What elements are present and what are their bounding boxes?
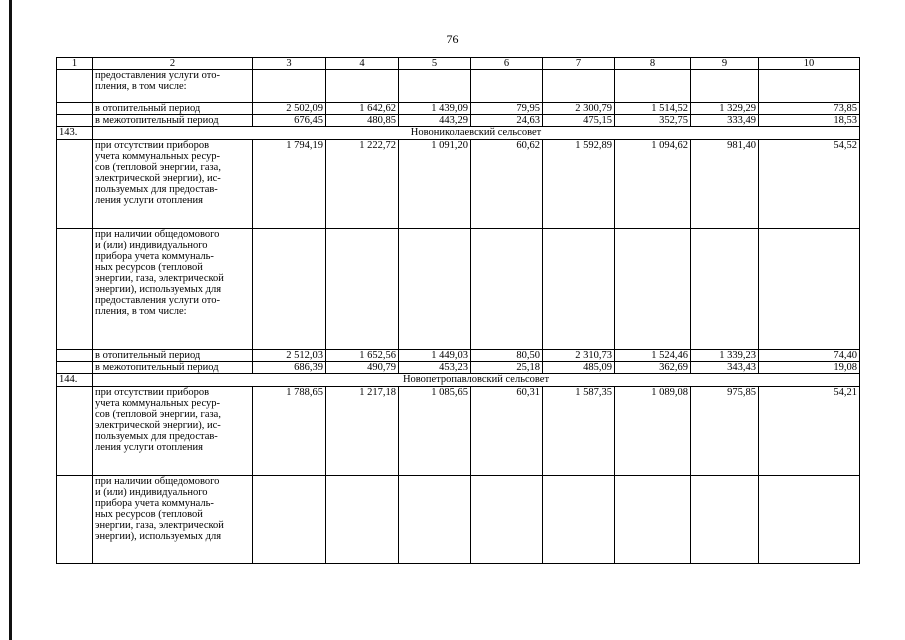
column-header: 9 [691, 58, 759, 70]
row-description: при отсутствии приборов учета коммунальных ресур- сов (тепловой энергии, газа, электрической энергии), ис- пользуемых для предостав- ления услуги отопления [93, 387, 253, 476]
value-cell [759, 70, 860, 103]
value-cell [543, 229, 615, 350]
value-cell [691, 70, 759, 103]
value-cell: 1 524,46 [615, 350, 691, 362]
row-index [57, 387, 93, 476]
table-row [57, 229, 860, 350]
value-cell [543, 476, 615, 564]
column-header: 7 [543, 58, 615, 70]
row-description: при отсутствии приборов учета коммунальных ресур- сов (тепловой энергии, газа, электрической энергии), ис- пользуемых для предостав- ления услуги отопления [93, 140, 253, 229]
row-description: в отопительный период [93, 350, 253, 362]
value-cell: 73,85 [759, 103, 860, 115]
value-cell: 1 652,56 [326, 350, 399, 362]
value-cell [326, 476, 399, 564]
value-cell: 475,15 [543, 115, 615, 127]
value-cell: 490,79 [326, 362, 399, 374]
value-cell: 80,50 [471, 350, 543, 362]
value-cell: 686,39 [253, 362, 326, 374]
value-cell [615, 476, 691, 564]
value-cell: 1 089,08 [615, 387, 691, 476]
row-index [57, 103, 93, 115]
value-cell [691, 229, 759, 350]
value-cell: 480,85 [326, 115, 399, 127]
table-row [57, 476, 860, 564]
value-cell [759, 229, 860, 350]
table-row [57, 374, 860, 387]
value-cell: 1 222,72 [326, 140, 399, 229]
table-row [57, 350, 860, 362]
value-cell: 1 794,19 [253, 140, 326, 229]
row-index [57, 70, 93, 103]
value-cell [471, 229, 543, 350]
value-cell: 60,31 [471, 387, 543, 476]
value-cell: 975,85 [691, 387, 759, 476]
value-cell [253, 229, 326, 350]
value-cell: 1 091,20 [399, 140, 471, 229]
value-cell: 1 439,09 [399, 103, 471, 115]
value-cell [399, 476, 471, 564]
value-cell: 54,52 [759, 140, 860, 229]
table-row [57, 387, 860, 476]
value-cell: 453,23 [399, 362, 471, 374]
value-cell: 443,29 [399, 115, 471, 127]
column-header: 6 [471, 58, 543, 70]
value-cell: 1 788,65 [253, 387, 326, 476]
row-index [57, 362, 93, 374]
column-header: 8 [615, 58, 691, 70]
table-header-row [57, 58, 860, 70]
value-cell: 19,08 [759, 362, 860, 374]
value-cell: 981,40 [691, 140, 759, 229]
value-cell: 1 449,03 [399, 350, 471, 362]
table-row [57, 70, 860, 103]
value-cell: 1 592,89 [543, 140, 615, 229]
value-cell: 343,43 [691, 362, 759, 374]
column-header: 10 [759, 58, 860, 70]
value-cell [326, 229, 399, 350]
value-cell: 2 300,79 [543, 103, 615, 115]
row-description: при наличии общедомового и (или) индивидуального прибора учета коммуналь- ных ресурсов (тепловой энергии, газа, электрической энергии), используемых для предоставления услуги ото- пления, в том числе: [93, 229, 253, 350]
value-cell: 2 512,03 [253, 350, 326, 362]
value-cell [615, 70, 691, 103]
value-cell: 74,40 [759, 350, 860, 362]
value-cell: 1 339,23 [691, 350, 759, 362]
value-cell: 333,49 [691, 115, 759, 127]
tariff-table [56, 57, 860, 564]
value-cell [759, 476, 860, 564]
value-cell: 1 587,35 [543, 387, 615, 476]
value-cell: 18,53 [759, 115, 860, 127]
value-cell: 54,21 [759, 387, 860, 476]
row-index: 144. [57, 374, 93, 387]
column-header: 4 [326, 58, 399, 70]
value-cell: 1 094,62 [615, 140, 691, 229]
value-cell: 60,62 [471, 140, 543, 229]
row-index [57, 229, 93, 350]
value-cell: 1 329,29 [691, 103, 759, 115]
column-header: 2 [93, 58, 253, 70]
value-cell: 352,75 [615, 115, 691, 127]
table-row [57, 115, 860, 127]
value-cell: 676,45 [253, 115, 326, 127]
value-cell [543, 70, 615, 103]
value-cell [326, 70, 399, 103]
value-cell: 24,63 [471, 115, 543, 127]
value-cell: 1 642,62 [326, 103, 399, 115]
value-cell: 1 085,65 [399, 387, 471, 476]
row-description: предоставления услуги ото- пления, в том числе: [93, 70, 253, 103]
page-number: 76 [446, 32, 459, 46]
row-index [57, 140, 93, 229]
table-row [57, 127, 860, 140]
section-title: Новопетропавловский сельсовет [93, 374, 860, 387]
value-cell [471, 70, 543, 103]
section-title: Новониколаевский сельсовет [93, 127, 860, 140]
column-header: 1 [57, 58, 93, 70]
value-cell [253, 70, 326, 103]
value-cell [615, 229, 691, 350]
column-header: 5 [399, 58, 471, 70]
value-cell: 1 217,18 [326, 387, 399, 476]
row-description: в межотопительный период [93, 115, 253, 127]
value-cell: 1 514,52 [615, 103, 691, 115]
value-cell: 79,95 [471, 103, 543, 115]
row-description: при наличии общедомового и (или) индивидуального прибора учета коммуналь- ных ресурсов (тепловой энергии, газа, электрической энергии), используемых для [93, 476, 253, 564]
table-row [57, 103, 860, 115]
table-row [57, 140, 860, 229]
row-index [57, 115, 93, 127]
row-index: 143. [57, 127, 93, 140]
value-cell [691, 476, 759, 564]
value-cell: 362,69 [615, 362, 691, 374]
row-description: в межотопительный период [93, 362, 253, 374]
row-description: в отопительный период [93, 103, 253, 115]
page-left-edge-bar [9, 0, 12, 640]
value-cell: 485,09 [543, 362, 615, 374]
value-cell: 2 310,73 [543, 350, 615, 362]
value-cell [253, 476, 326, 564]
value-cell [399, 70, 471, 103]
value-cell: 25,18 [471, 362, 543, 374]
value-cell: 2 502,09 [253, 103, 326, 115]
table-row [57, 362, 860, 374]
value-cell [399, 229, 471, 350]
value-cell [471, 476, 543, 564]
column-header: 3 [253, 58, 326, 70]
row-index [57, 350, 93, 362]
row-index [57, 476, 93, 564]
